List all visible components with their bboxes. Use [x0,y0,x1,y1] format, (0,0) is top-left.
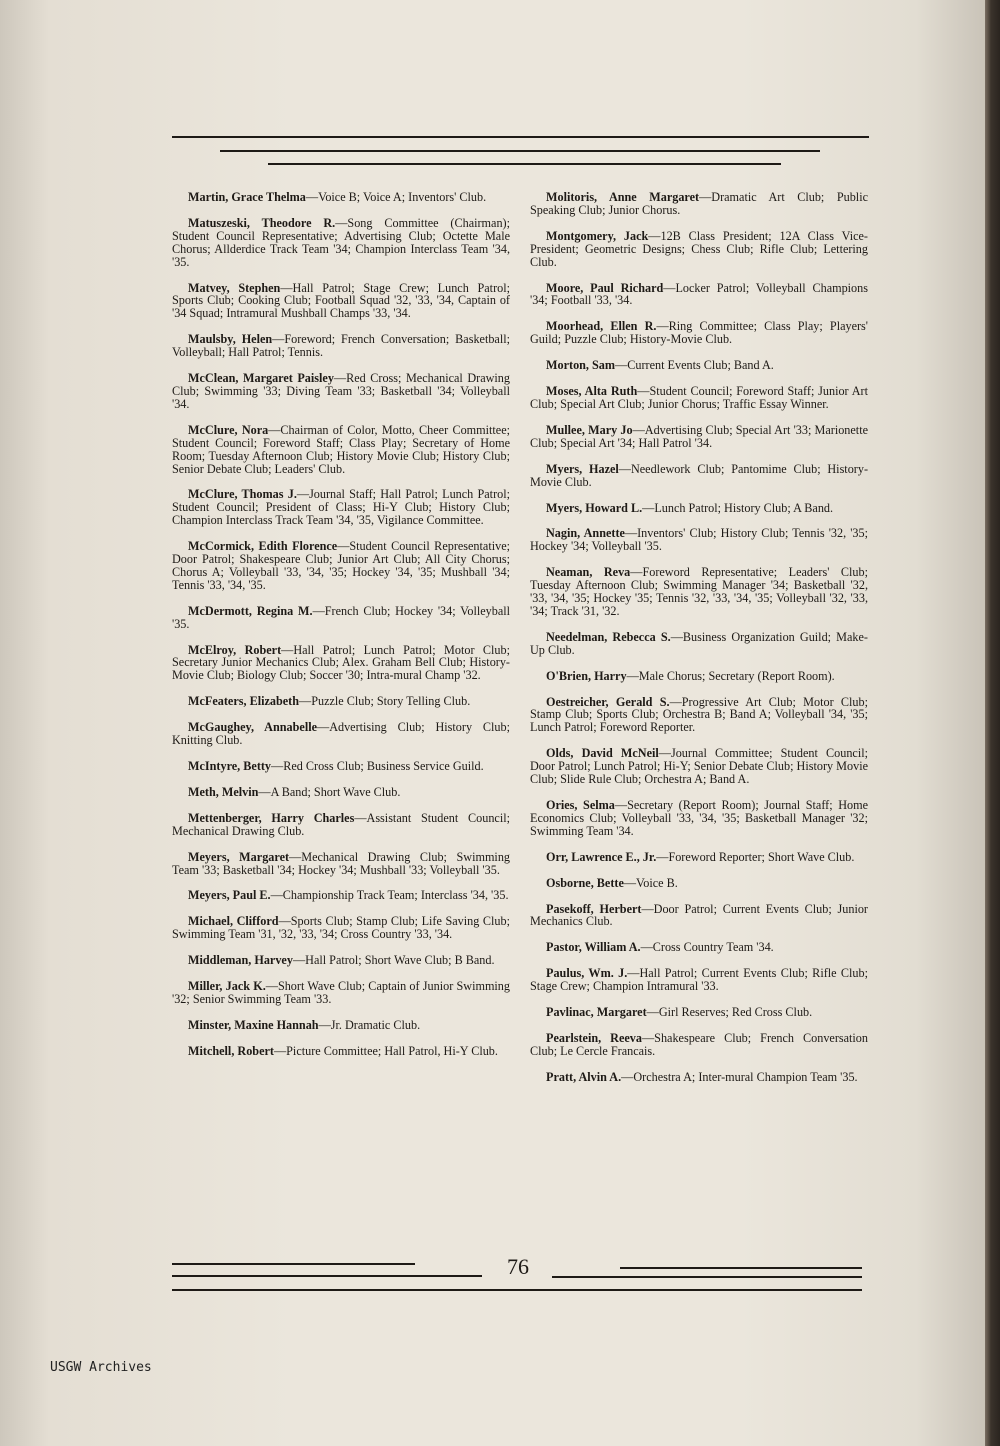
student-activities: —Dramatic Art Club; Public Speaking Club; Junior Chorus. [530,190,868,217]
student-entry [530,527,868,553]
footer-rule-right-upper [620,1267,862,1269]
student-activities: —Voice B; Voice A; Inventors' Club. [305,190,487,204]
student-entry [172,851,510,877]
student-name: O'Brien, Harry [546,668,627,683]
student-entry [530,631,868,657]
student-entry [530,747,868,786]
footer-rule-right-lower [552,1276,862,1278]
student-name: McElroy, Robert [188,642,282,657]
student-activities: —Advertising Club; History Club; Knitting Club. [172,720,510,748]
student-entry [530,1032,868,1058]
student-entry [172,333,510,359]
student-name: Nagin, Annette [546,526,625,541]
student-activities: —Foreword Representative; Leaders' Club; Tuesday Afternoon Club; Swimming Manager '34; Basketball '32, '33, '34, '35; Hockey '35; Tennis '32, '33, '34, '35; Volleyball '32, '33, '34; Track '31, '32. [530,565,868,618]
footer-rule-left-lower [172,1275,482,1277]
student-entry [172,786,510,799]
student-activities: —Chairman of Color, Motto, Cheer Committee; Student Council; Foreword Staff; Class Play; Secretary of Home Room; Tuesday Afternoon Club; History Movie Club; History Club; Senior Debate Club; Leaders' Club. [172,422,510,476]
student-entry [172,540,510,592]
student-name: McFeaters, Elizabeth [188,694,300,709]
student-entry [172,915,510,941]
student-name: Pasekoff, Herbert [546,901,642,916]
student-name: Meyers, Margaret [188,849,290,864]
student-name: Middleman, Harvey [188,953,293,968]
student-activities: —Foreword; French Conversation; Basketball; Volleyball; Hall Patrol; Tennis. [172,332,510,360]
student-entry [530,851,868,864]
student-activities: —Hall Patrol; Lunch Patrol; Motor Club; Secretary Junior Mechanics Club; Alex. Graham Bell Club; History-Movie Club; Biology Club; Soccer '30; Intra-mural Champ '32. [172,642,511,683]
student-name: Moses, Alta Ruth [546,384,638,399]
footer-rule-left-upper [172,1263,415,1265]
student-entry [530,799,868,838]
student-entry [172,889,510,902]
student-name: Molitoris, Anne Margaret [546,190,700,204]
student-entry [172,488,510,527]
student-entry [172,191,510,204]
student-name: Martin, Grace Thelma [188,190,306,204]
student-name: Mitchell, Robert [188,1043,274,1058]
student-activities: —Ring Committee; Class Play; Players' Guild; Puzzle Club; History-Movie Club. [530,319,868,347]
student-activities: —Hall Patrol; Short Wave Club; B Band. [292,953,495,968]
student-name: Michael, Clifford [188,914,279,929]
student-activities: —Student Council Representative; Door Patrol; Shakespeare Club; Junior Art Club; All City Chorus; Chorus A; Volleyball '33, '34, '35; Hockey '34, '35; Mushball '34; Tennis '33, '34, '35. [172,539,510,592]
student-name: McClure, Nora [188,422,269,437]
student-name: McClure, Thomas J. [188,487,297,502]
student-name: Myers, Howard L. [546,500,643,515]
student-activities: —Cross Country Team '34. [640,940,774,955]
footer-rule-full [172,1289,862,1291]
student-name: Pratt, Alvin A. [546,1069,622,1084]
student-entry [530,424,868,450]
page-number: 76 [507,1254,529,1279]
student-activities: —Jr. Dramatic Club. [318,1017,421,1032]
student-entry [172,954,510,967]
student-name: Moore, Paul Richard [546,280,664,295]
student-name: Mettenberger, Harry Charles [188,810,355,825]
student-name: Meyers, Paul E. [188,888,271,903]
header-rule-middle [220,150,820,152]
student-entry [172,721,510,747]
student-entry [530,941,868,954]
student-name: McCormick, Edith Florence [188,539,338,554]
left-column [172,191,510,1071]
student-entry [530,282,868,308]
student-activities: —Male Chorus; Secretary (Report Room). [626,668,835,683]
student-activities: —Hall Patrol; Current Events Club; Rifle Club; Stage Crew; Champion Intramural '33. [530,966,868,994]
student-activities: —Journal Committee; Student Council; Door Patrol; Lunch Patrol; Hi-Y; Senior Debate Club; History Movie Club; Slide Rule Club; Orchestra A; Band A. [530,746,868,787]
student-activities: —Advertising Club; Special Art '33; Marionette Club; Special Art '34; Hall Patrol '34. [530,422,868,450]
student-name: Ories, Selma [546,798,615,812]
student-entry [530,320,868,346]
student-activities: —Progressive Art Club; Motor Club; Stamp Club; Sports Club; Orchestra B; Band A; Volleyball '34, '35; Lunch Patrol; Foreword Reporter. [530,694,868,735]
student-entry [172,605,510,631]
student-entry [530,696,868,735]
student-entry [530,670,868,683]
right-column [530,191,868,1097]
student-entry [172,644,510,683]
student-activities: —Voice B. [623,875,678,890]
student-name: Matvey, Stephen [188,280,281,295]
student-name: Oestreicher, Gerald S. [546,694,670,709]
student-activities: —Current Events Club; Band A. [615,358,774,373]
student-name: McIntyre, Betty [188,759,272,773]
student-entry [530,1006,868,1019]
student-activities: —Sports Club; Stamp Club; Life Saving Club; Swimming Team '31, '32, '33, '34; Cross Country '33, '34. [172,914,510,942]
student-name: McDermott, Regina M. [188,603,313,618]
student-activities: —Orchestra A; Inter-mural Champion Team '35. [621,1069,858,1084]
student-name: Osborne, Bette [546,875,624,890]
student-name: Neaman, Reva [546,565,631,580]
archive-watermark: USGW Archives [50,1360,152,1375]
header-rule-top [172,136,869,138]
student-activities: —Door Patrol; Current Events Club; Junior Mechanics Club. [530,901,868,929]
student-name: Minster, Maxine Hannah [188,1017,319,1032]
student-entry [530,230,868,269]
student-entry [172,282,510,321]
student-activities: —Hall Patrol; Stage Crew; Lunch Patrol; Sports Club; Cooking Club; Football Squad '32, '33, '34, Captain of '34 Squad; Intramural Mushball Champs '33, '34. [172,280,510,321]
student-activities: —Red Cross; Mechanical Drawing Club; Swimming '33; Diving Team '33; Basketball '34; Volleyball '34. [172,371,510,411]
student-entry [530,359,868,372]
student-name: Orr, Lawrence E., Jr. [546,849,657,864]
student-name: Pearlstein, Reeva [546,1030,642,1045]
student-entry [172,372,510,411]
student-activities: —Assistant Student Council; Mechanical Drawing Club. [172,810,510,838]
student-activities: —Locker Patrol; Volleyball Champions '34; Football '33, '34. [530,280,868,308]
student-name: Miller, Jack K. [188,979,266,994]
student-name: Pavlinac, Margaret [546,1005,647,1020]
student-entry [530,877,868,890]
student-entry [530,903,868,929]
student-entry [530,566,868,618]
student-activities: —12B Class President; 12A Class Vice-President; Geometric Designs; Chess Club; Rifle Club; Lettering Club. [530,228,868,269]
student-name: Pastor, William A. [546,940,641,955]
student-activities: —Business Organization Guild; Make-Up Club. [530,629,868,657]
student-entry [530,967,868,993]
student-name: McClean, Margaret Paisley [188,371,334,386]
student-activities: —Girl Reserves; Red Cross Club. [646,1005,813,1020]
student-activities: —A Band; Short Wave Club. [258,784,401,799]
student-activities: —Song Committee (Chairman); Student Council Representative; Advertising Club; Octette Male Chorus; Allderdice Track Team '34; Champion Interclass Team '34, '35. [172,215,510,269]
student-name: Mullee, Mary Jo [546,422,633,437]
student-activities: —Shakespeare Club; French Conversation Club; Le Cercle Francais. [530,1030,868,1058]
student-name: Maulsby, Helen [188,332,273,347]
student-activities: —Red Cross Club; Business Service Guild. [271,759,484,773]
student-entry [172,1019,510,1032]
student-name: Moorhead, Ellen R. [546,319,657,334]
student-activities: —Needlework Club; Pantomime Club; History-Movie Club. [530,461,869,489]
student-name: Paulus, Wm. J. [546,966,628,981]
student-entry [172,695,510,708]
student-name: Myers, Hazel [546,461,619,476]
student-entry [172,980,510,1006]
student-activities: —Championship Track Team; Interclass '34, '35. [270,888,509,903]
book-edge [985,0,1000,1446]
student-entry [530,502,868,515]
header-rule-bottom [268,163,781,165]
student-activities: —Student Council; Foreword Staff; Junior Art Club; Special Art Club; Junior Chorus; Traffic Essay Winner. [530,384,868,411]
student-entry [172,424,510,476]
student-activities: —French Club; Hockey '34; Volleyball '35. [172,603,510,631]
student-name: McGaughey, Annabelle [188,720,317,735]
student-activities: —Puzzle Club; Story Telling Club. [299,694,471,709]
student-activities: —Mechanical Drawing Club; Swimming Team '33; Basketball '34; Hockey '34; Mushball '33; Volleyball '35. [172,849,511,877]
student-activities: —Journal Staff; Hall Patrol; Lunch Patrol; Student Council; President of Class; Hi-Y Club; History Club; Champion Interclass Track Team '34, '35, Vigilance Committee. [172,487,510,528]
student-entry [172,760,510,773]
student-entry [530,191,868,217]
student-entry [530,1071,868,1084]
student-name: Montgomery, Jack [546,228,649,243]
student-name: Meth, Melvin [188,784,259,799]
student-name: Matuszeski, Theodore R. [188,215,336,230]
student-activities: —Inventors' Club; History Club; Tennis '32, '35; Hockey '34; Volleyball '35. [530,526,869,554]
student-entry [172,217,510,269]
student-activities: —Secretary (Report Room); Journal Staff; Home Economics Club; Volleyball '33, '34, '35; Basketball Manager '32; Swimming Team '34. [530,798,868,838]
student-entry [530,385,868,411]
student-name: Needelman, Rebecca S. [546,629,671,644]
student-entry [530,463,868,489]
student-entry [172,1045,510,1058]
student-name: Olds, David McNeil [546,746,659,761]
student-activities: —Lunch Patrol; History Club; A Band. [642,500,834,515]
student-activities: —Picture Committee; Hall Patrol, Hi-Y Club. [273,1043,498,1058]
student-entry [172,812,510,838]
student-activities: —Short Wave Club; Captain of Junior Swimming '32; Senior Swimming Team '33. [172,979,510,1006]
student-name: Morton, Sam [546,358,616,373]
student-activities: —Foreword Reporter; Short Wave Club. [656,849,855,864]
